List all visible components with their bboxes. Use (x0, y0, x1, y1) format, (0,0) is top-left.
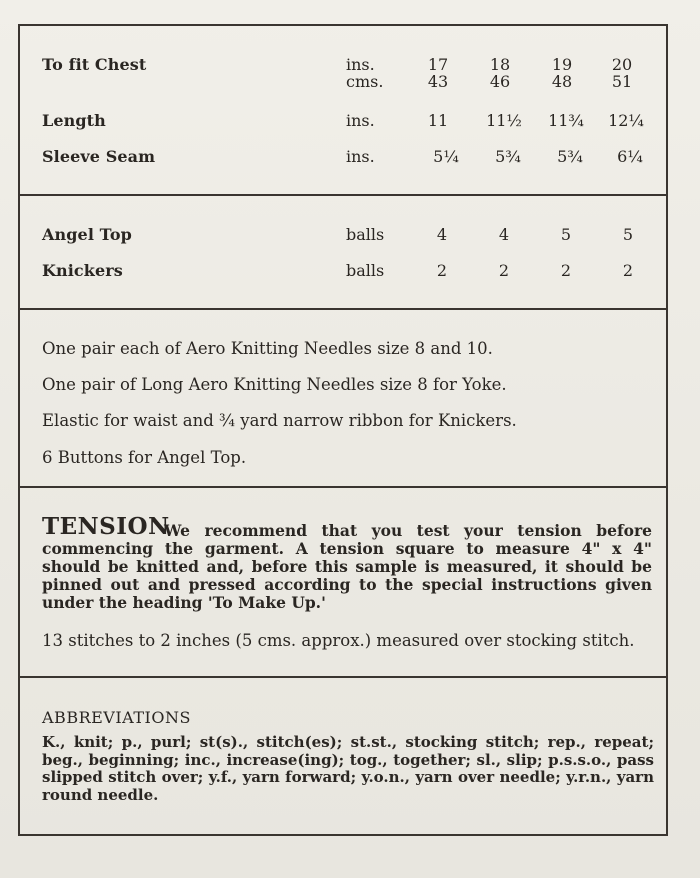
row-value: 5¾ (557, 147, 583, 166)
row-value: 2 (498, 261, 510, 280)
tension-note: 13 stitches to 2 inches (5 cms. approx.) measured over stocking stitch. (42, 631, 635, 650)
row-value: 5¼ (433, 147, 459, 166)
row-value: 51 (611, 72, 633, 91)
row-unit: ins. (346, 55, 375, 74)
row-value: 18 (489, 55, 511, 74)
tension-text: We recommend that you test your tension before commencing the garment. A tension square to measure 4" x 4" should be knitted and, before this sample is measured, it should be pinned out and pressed according to the special instructions given under the heading 'To Make Up.' (42, 521, 652, 612)
row-label: Knickers (42, 261, 123, 280)
row-label: Angel Top (42, 225, 132, 244)
row-value: 5 (560, 225, 572, 244)
row-value: 48 (551, 72, 573, 91)
row-label: Length (42, 111, 106, 130)
abbreviations-heading: ABBREVIATIONS (42, 708, 191, 727)
list-item: One pair of Long Aero Knitting Needles size 8 for Yoke. (42, 375, 507, 394)
row-value: 11½ (486, 111, 522, 130)
list-item: One pair each of Aero Knitting Needles size 8 and 10. (42, 339, 493, 358)
row-value: 5 (622, 225, 634, 244)
row-value: 6¼ (617, 147, 643, 166)
divider-materials (18, 308, 668, 310)
row-unit: balls (346, 225, 385, 244)
divider-tension (18, 676, 668, 678)
row-value: 46 (489, 72, 511, 91)
row-value: 43 (427, 72, 449, 91)
row-unit: cms. (346, 72, 384, 91)
row-value: 20 (611, 55, 633, 74)
row-unit: balls (346, 261, 385, 280)
row-label: Sleeve Seam (42, 147, 156, 166)
row-value: 19 (551, 55, 573, 74)
row-value: 11 (427, 111, 449, 130)
row-value: 11¾ (548, 111, 584, 130)
list-item: 6 Buttons for Angel Top. (42, 448, 247, 467)
divider-sizes (18, 194, 668, 196)
tension-body (42, 522, 652, 612)
row-unit: ins. (346, 111, 375, 130)
row-value: 4 (436, 225, 448, 244)
row-value: 12¼ (608, 111, 644, 130)
abbreviations-body: K., knit; p., purl; st(s)., stitch(es); st.st., stocking stitch; rep., repeat; beg., beginning; inc., increase(ing); tog., together; sl., slip; p.s.s.o., pass slipped stitch over; y.f., yarn forward; y.o.n., yarn over needle; y.r.n., yarn round needle. (42, 733, 654, 804)
row-value: 2 (560, 261, 572, 280)
row-value: 2 (436, 261, 448, 280)
row-unit: ins. (346, 147, 375, 166)
tension-heading: TENSION (42, 513, 170, 540)
row-value: 5¾ (495, 147, 521, 166)
divider-requirements (18, 486, 668, 488)
row-value: 17 (427, 55, 449, 74)
row-value: 4 (498, 225, 510, 244)
list-item: Elastic for waist and ¾ yard narrow ribbon for Knickers. (42, 411, 517, 430)
row-label: To fit Chest (42, 55, 147, 74)
row-value: 2 (622, 261, 634, 280)
